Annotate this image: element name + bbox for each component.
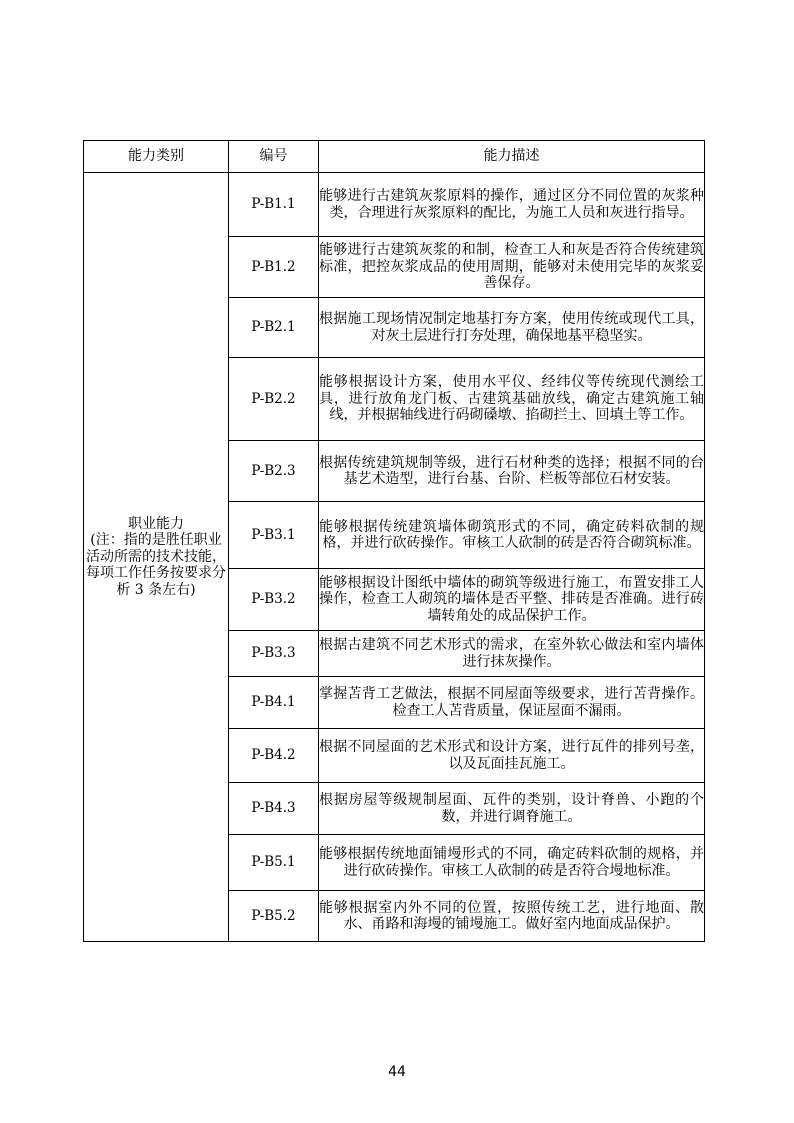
ability-code: P-B2.2 bbox=[229, 358, 319, 441]
ability-description: 能够根据传统建筑墙体砌筑形式的不同，确定砖料砍制的规格，并进行砍砖操作。审核工人砍制的砖是否符合砌筑标准。 bbox=[319, 502, 705, 569]
table-row bbox=[84, 173, 705, 237]
ability-description: 能够进行古建筑灰浆原料的操作，通过区分不同位置的灰浆种类，合理进行灰浆原料的配比，为施工人员和灰进行指导。 bbox=[319, 173, 705, 237]
page-number: 44 bbox=[388, 1064, 406, 1080]
ability-code: P-B4.3 bbox=[229, 783, 319, 835]
ability-code: P-B5.1 bbox=[229, 835, 319, 891]
header-category: 能力类别 bbox=[84, 141, 229, 173]
ability-code: P-B1.2 bbox=[229, 237, 319, 298]
ability-code: P-B3.1 bbox=[229, 502, 319, 569]
ability-description: 能够根据设计图纸中墙体的砌筑等级进行施工，布置安排工人操作，检查工人砌筑的墙体是否平整、排砖是否准确。进行砖墙转角处的成品保护工作。 bbox=[319, 569, 705, 631]
ability-code: P-B3.2 bbox=[229, 569, 319, 631]
ability-description: 能够根据室内外不同的位置，按照传统工艺，进行地面、散水、甬路和海墁的铺墁施工。做好室内地面成品保护。 bbox=[319, 891, 705, 942]
category-note: (注：指的是胜任职业活动所需的技术技能，每项工作任务按要求分析 3 条左右) bbox=[86, 532, 226, 598]
ability-code: P-B2.1 bbox=[229, 298, 319, 358]
category-title: 职业能力 bbox=[128, 515, 184, 532]
ability-description: 能够进行古建筑灰浆的和制，检查工人和灰是否符合传统建筑标准，把控灰浆成品的使用周期，能够对未使用完毕的灰浆妥善保存。 bbox=[319, 237, 705, 298]
ability-description: 根据不同屋面的艺术形式和设计方案，进行瓦件的排列号垄，以及瓦面挂瓦施工。 bbox=[319, 729, 705, 783]
ability-code: P-B3.3 bbox=[229, 631, 319, 677]
ability-description: 根据施工现场情况制定地基打夯方案，使用传统或现代工具，对灰土层进行打夯处理，确保地基平稳坚实。 bbox=[319, 298, 705, 358]
ability-table bbox=[83, 140, 705, 942]
ability-code: P-B2.3 bbox=[229, 441, 319, 502]
header-code: 编号 bbox=[229, 141, 319, 173]
ability-code: P-B4.2 bbox=[229, 729, 319, 783]
ability-description: 能够根据传统地面铺墁形式的不同，确定砖料砍制的规格，并进行砍砖操作。审核工人砍制的砖是否符合墁地标准。 bbox=[319, 835, 705, 891]
table-body bbox=[84, 173, 705, 942]
ability-code: P-B5.2 bbox=[229, 891, 319, 942]
category-cell bbox=[84, 173, 229, 942]
ability-description: 根据传统建筑规制等级，进行石材种类的选择；根据不同的台基艺术造型，进行台基、台阶、栏板等部位石材安装。 bbox=[319, 441, 705, 502]
ability-description: 根据古建筑不同艺术形式的需求，在室外软心做法和室内墙体进行抹灰操作。 bbox=[319, 631, 705, 677]
ability-description: 根据房屋等级规制屋面、瓦件的类别，设计脊兽、小跑的个数，并进行调脊施工。 bbox=[319, 783, 705, 835]
ability-code: P-B4.1 bbox=[229, 677, 319, 729]
ability-description: 掌握苫背工艺做法，根据不同屋面等级要求，进行苫背操作。检查工人苫背质量，保证屋面不漏雨。 bbox=[319, 677, 705, 729]
ability-description: 能够根据设计方案，使用水平仪、经纬仪等传统现代测绘工具，进行放角龙门板、古建筑基础放线，确定古建筑施工轴线，并根据轴线进行码砌磉墩、掐砌拦土、回填土等工作。 bbox=[319, 358, 705, 441]
header-description: 能力描述 bbox=[319, 141, 705, 173]
ability-code: P-B1.1 bbox=[229, 173, 319, 237]
header-row bbox=[84, 141, 705, 173]
